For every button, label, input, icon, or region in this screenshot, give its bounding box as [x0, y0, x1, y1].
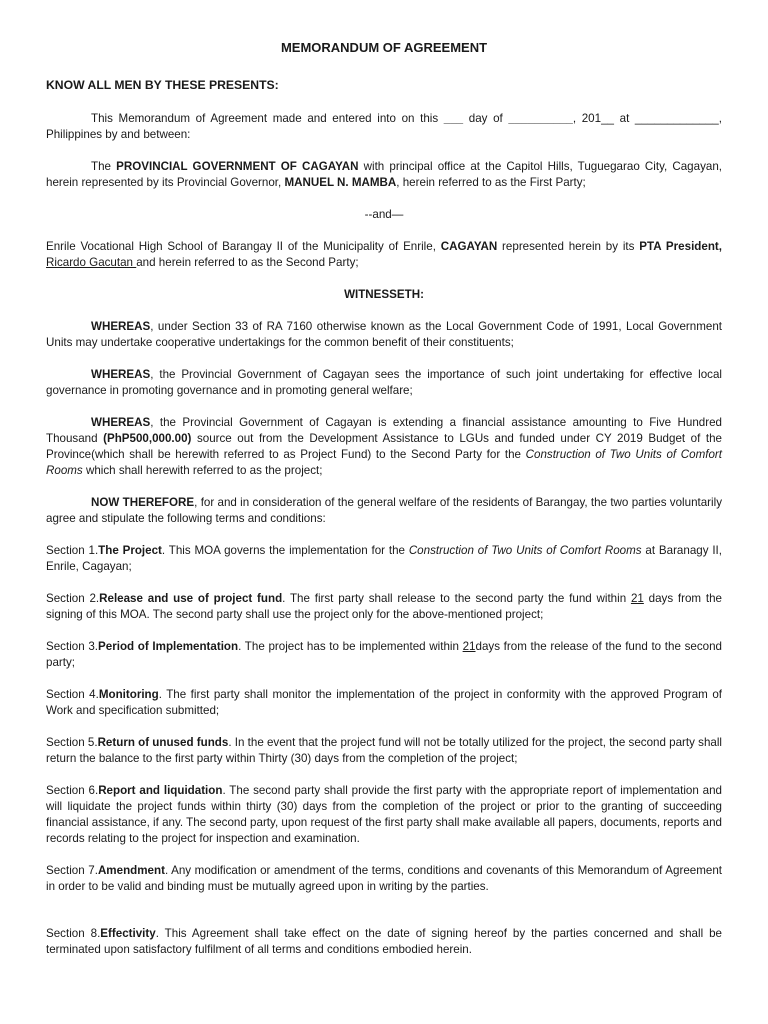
section-6	[46, 783, 722, 847]
section-7	[46, 863, 722, 895]
section-number: Section 5.	[46, 736, 98, 749]
now-therefore-label: NOW THEREFORE	[91, 496, 195, 509]
second-party-text: Enrile Vocational High School of Barangay II of the Municipality of Enrile,	[46, 240, 441, 253]
section-heading: Effectivity	[100, 927, 156, 940]
first-party-org: PROVINCIAL GOVERNMENT OF CAGAYAN	[116, 160, 359, 173]
section-1	[46, 543, 722, 575]
president-name: Ricardo Gacutan	[46, 256, 137, 269]
section-number: Section 4.	[46, 688, 99, 701]
now-therefore-text: , for and in consideration of the general welfare of the residents of Barangay, the two parties voluntarily agree and stipulate the following terms and conditions:	[46, 496, 722, 525]
project-name: Construction of Two Units of Comfort Rooms	[408, 544, 642, 557]
assistance-amount: (PhP500,000.00)	[103, 432, 192, 445]
section-text: days from the release of the fund to the second party;	[46, 640, 722, 669]
section-3	[46, 639, 722, 671]
section-number: Section 1.	[46, 544, 99, 557]
first-party-text: , herein referred to as the First Party;	[396, 176, 586, 189]
intro-text: day of	[463, 112, 509, 125]
pta-president-label: PTA President,	[639, 240, 722, 253]
witnesseth-heading: WITNESSETH:	[344, 288, 424, 301]
first-party-paragraph	[46, 159, 722, 191]
section-text: . The project has to be implemented within	[238, 640, 463, 653]
first-party-text: with principal office at the Capitol Hills, Tuguegarao City, Cagayan, herein represented by its Provincial Governor,	[46, 160, 722, 189]
section-heading: The Project	[98, 544, 162, 557]
whereas-paragraph-3	[46, 415, 722, 479]
whereas-text: , the Provincial Government of Cagayan sees the importance of such joint undertaking for effective local governance in promoting governance and in promoting general welfare;	[46, 368, 722, 397]
blank-place: _____________	[634, 112, 719, 125]
blank-day: ___	[443, 112, 464, 125]
document-title: MEMORANDUM OF AGREEMENT	[280, 40, 488, 55]
project-name: Construction of Two Units of Comfort Rooms	[46, 448, 722, 477]
section-4	[46, 687, 722, 719]
blank-year: __	[601, 112, 614, 125]
intro-text: at	[613, 112, 635, 125]
section-number: Section 2.	[46, 592, 100, 605]
whereas-paragraph-1	[46, 319, 722, 351]
intro-paragraph	[46, 111, 722, 143]
section-text: . The first party shall release to the second party the fund within	[282, 592, 631, 605]
release-days: 21	[630, 592, 644, 605]
whereas-text: , under Section 33 of RA 7160 otherwise known as the Local Government Code of 1991, Local Government Units may undertake cooperative undertakings for the common benefit of their constituents;	[46, 320, 722, 349]
intro-text: This Memorandum of Agreement made and entered into on this	[91, 112, 444, 125]
intro-text: , Philippines by and between:	[46, 112, 722, 141]
section-number: Section 8.	[46, 927, 101, 940]
section-text: . The first party shall monitor the implementation of the project in conformity with the approved Program of Work and specification submitted;	[46, 688, 722, 717]
second-party-text: and herein referred to as the Second Party;	[136, 256, 359, 269]
second-party-province: CAGAYAN	[440, 240, 498, 253]
governor-name: MANUEL N. MAMBA	[284, 176, 397, 189]
whereas-label: WHEREAS	[91, 320, 151, 333]
whereas-paragraph-2	[46, 367, 722, 399]
section-text: . This Agreement shall take effect on the date of signing hereof by the parties concerned and shall be terminated upon satisfactory fulfilment of all terms and conditions embodied herein.	[46, 927, 722, 956]
first-party-text: The	[91, 160, 117, 173]
blank-month: __________	[508, 112, 573, 125]
section-heading: Monitoring	[98, 688, 159, 701]
section-text: at Baranagy II, Enrile, Cagayan;	[46, 544, 723, 573]
whereas-text: source out from the Development Assistance to LGUs and funded under CY 2019 Budget of the Province(which shall be herewith referred to as Project Fund) to the Second Party for the	[46, 432, 722, 461]
now-therefore-paragraph	[46, 495, 722, 527]
section-heading: Report and liquidation	[98, 784, 223, 797]
whereas-text: , the Provincial Government of Cagayan is extending a financial assistance amounting to Five Hundred Thousand	[46, 416, 722, 445]
section-number: Section 7.	[46, 864, 98, 877]
section-heading: Amendment	[97, 864, 165, 877]
whereas-label: WHEREAS	[91, 416, 151, 429]
section-5	[46, 735, 722, 767]
section-text: . Any modification or amendment of the terms, conditions and covenants of this Memorandum of Agreement in order to be valid and binding must be mutually agreed upon in writing by the parties.	[46, 864, 723, 893]
whereas-label: WHEREAS	[91, 368, 151, 381]
section-number: Section 3.	[46, 640, 99, 653]
implementation-days: 21	[462, 640, 476, 653]
section-heading: Period of Implementation	[98, 640, 239, 653]
section-text: days from the signing of this MOA. The second party shall use the project only for the above-mentioned project;	[46, 592, 722, 621]
section-number: Section 6.	[46, 784, 99, 797]
second-party-text: represented herein by its	[497, 240, 640, 253]
intro-text: , 201	[572, 112, 602, 125]
section-heading: Release and use of project fund	[99, 592, 283, 605]
section-8	[46, 926, 722, 958]
section-text: . In the event that the project fund will not be totally utilized for the project, the second party shall return the balance to the first party within Thirty (30) days from the completion of the project;	[46, 736, 722, 765]
section-2	[46, 591, 722, 623]
section-text: . The second party shall provide the first party with the appropriate report of implementation and will liquidate the project funds within thirty (30) days from the completion of the project or prior to the granting of succeeding financial assistance, if any. The second party, upon request of the first party shall make available all papers, documents, reports and records relating to the project for inspection and examination.	[46, 784, 722, 845]
second-party-paragraph	[46, 239, 722, 271]
section-heading: Return of unused funds	[97, 736, 229, 749]
whereas-text: which shall herewith referred to as the project;	[82, 464, 323, 477]
know-all-men-heading: KNOW ALL MEN BY THESE PRESENTS:	[46, 78, 279, 92]
and-separator: --and—	[364, 208, 404, 221]
section-text: . This MOA governs the implementation for the	[161, 544, 409, 557]
